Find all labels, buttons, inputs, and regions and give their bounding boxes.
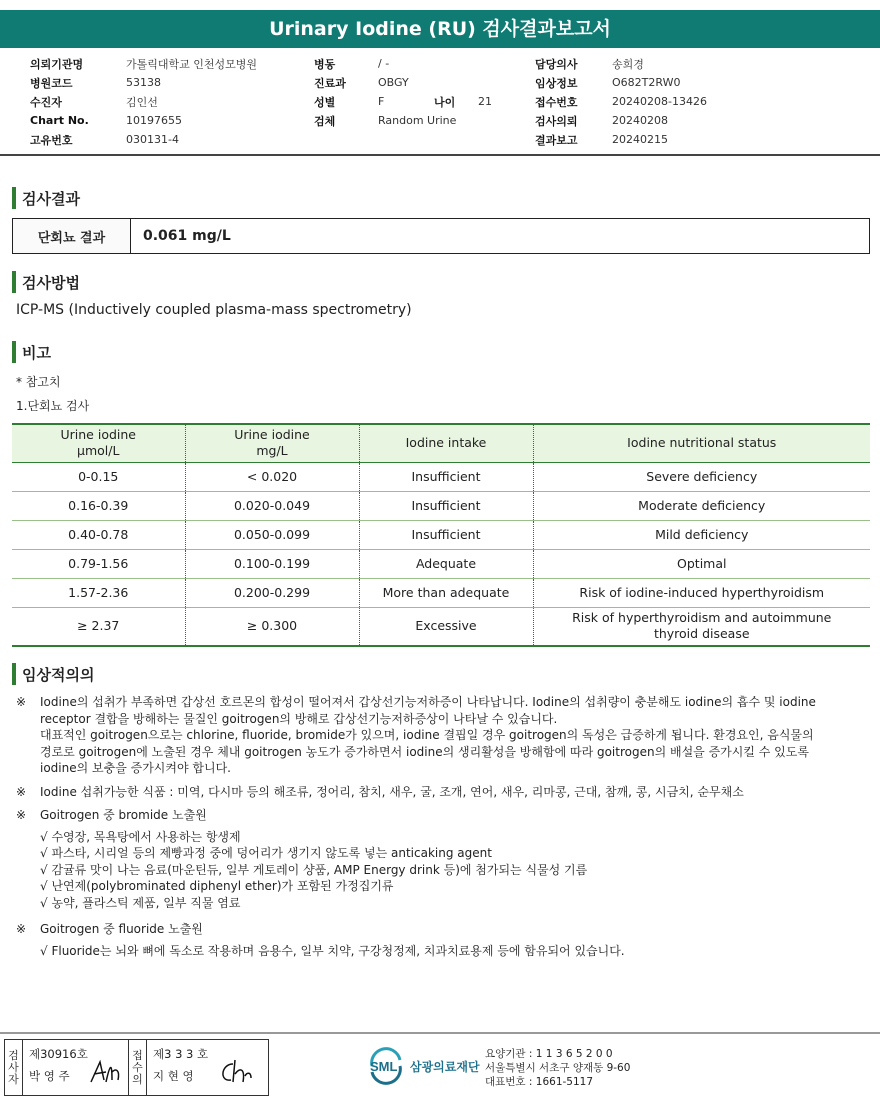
paragraph-line: Goitrogen 중 bromide 노출원 (40, 808, 207, 822)
list-item (16, 784, 846, 801)
value-clinical-info: O682T2RW0 (612, 76, 681, 89)
table-cell: Adequate (359, 549, 533, 578)
list-item (16, 921, 846, 938)
signer-name: 지 현 영 (153, 1069, 194, 1083)
label-patient: 수진자 (30, 95, 62, 109)
table-row (12, 578, 870, 607)
paragraph-line: Iodine 섭취가능한 식품 : 미역, 다시마 등의 해조류, 정어리, 참치, 새우, 굴, 조개, 연어, 새우, 리마콩, 근대, 참깨, 콩, 시금치, 순무채소 (40, 784, 744, 799)
signer-name: 박 영 주 (29, 1069, 70, 1083)
paragraph-line: iodine의 보충을 증가시켜야 합니다. (40, 761, 231, 775)
reference-mark-icon: ※ (16, 922, 27, 936)
list-item (16, 807, 846, 824)
bromide-source-list (16, 829, 846, 912)
address-line: 서울특별시 서초구 양재동 9-60 (485, 1062, 631, 1074)
table-cell: Mild deficiency (533, 520, 870, 549)
table-cell: Excessive (359, 607, 533, 646)
signature-icon (88, 1058, 122, 1086)
reference-mark-icon: ※ (16, 808, 27, 822)
table-cell: 0-0.15 (12, 462, 185, 491)
result-box (12, 218, 870, 254)
table-cell: 0.200-0.299 (185, 578, 359, 607)
value-unique-no: 030131-4 (126, 133, 179, 146)
info-row (30, 130, 850, 149)
info-row (30, 111, 850, 130)
label-chart-no: Chart No. (30, 114, 89, 127)
table-header-row (12, 424, 870, 462)
clinical-significance (16, 694, 846, 969)
table-cell: 1.57-2.36 (12, 578, 185, 607)
value-doctor: 송희경 (612, 57, 644, 71)
section-title-remark (12, 341, 51, 363)
label-report-date: 결과보고 (535, 133, 578, 147)
table-row (12, 549, 870, 578)
value-ward: / - (378, 57, 390, 70)
logo-name: 삼광의료재단 (410, 1059, 480, 1074)
section-title-text: 비고 (22, 343, 51, 362)
header-intake: Iodine intake (359, 424, 533, 462)
section-marker (12, 341, 16, 363)
header-status: Iodine nutritional status (533, 424, 870, 462)
section-title-text: 임상적의의 (22, 665, 95, 684)
label-request-date: 검사의뢰 (535, 114, 578, 128)
value-patient: 김인선 (126, 95, 158, 109)
table-row (12, 607, 870, 646)
table-cell: ≥ 0.300 (185, 607, 359, 646)
signer-receiver (147, 1040, 259, 1095)
result-label: 단회뇨 결과 (13, 219, 131, 253)
sub-item: √ 감귤류 맛이 나는 음료(마운틴듀, 일부 게토레이 샹품, AMP Energy drink 등)에 첨가되는 식물성 기름 (40, 862, 588, 877)
table-row (12, 462, 870, 491)
reference-mark-icon: ※ (16, 784, 27, 799)
table-cell: Insufficient (359, 491, 533, 520)
header-umol: Urine iodine μmol/L (12, 424, 185, 462)
table-cell: 0.40-0.78 (12, 520, 185, 549)
result-value: 0.061 mg/L (143, 228, 231, 244)
value-request-date: 20240208 (612, 114, 668, 127)
sub-item: √ 난연제(polybrominated diphenyl ether)가 포함된 가정집기류 (40, 879, 394, 893)
address-line: 대표번호 : 1661-5117 (485, 1076, 594, 1088)
value-age: 21 (478, 95, 492, 108)
reference-mark-icon: ※ (16, 695, 27, 709)
table-row (12, 520, 870, 549)
label-sex: 성별 (314, 95, 336, 109)
header-mgl: Urine iodine mg/L (185, 424, 359, 462)
table-cell: ≥ 2.37 (12, 607, 185, 646)
signer-tester (23, 1040, 129, 1095)
label-age: 나이 (434, 95, 456, 109)
info-row (30, 92, 850, 111)
list-item (16, 694, 846, 777)
label-hospital-code: 병원코드 (30, 76, 73, 90)
label-clinical-info: 임상정보 (535, 76, 578, 90)
value-department: OBGY (378, 76, 409, 89)
table-cell: 0.79-1.56 (12, 549, 185, 578)
paragraph-line: Iodine의 섭취가 부족하면 갑상선 호르몬의 합성이 떨어져서 갑상선기능저하증이 나타납니다. Iodine의 섭취량이 충분해도 iodine의 흡수 및 iodine (40, 695, 816, 709)
paragraph-line: 경로로 goitrogen에 노출된 경우 체내 goitrogen 농도가 증가하면서 iodine의 생리활성을 방해함에 따라 goitrogen의 배설을 증가시킬 수 있도록 (40, 744, 809, 759)
license-number: 제3 3 3 호 (153, 1047, 209, 1061)
patient-info (30, 54, 850, 149)
sml-logo (366, 1046, 480, 1086)
sub-item: √ 수영장, 목욕탕에서 사용하는 항생제 (40, 829, 241, 844)
reference-title: * 참고치 (16, 375, 61, 389)
info-row (30, 73, 850, 92)
table-row (12, 491, 870, 520)
sub-item: √ Fluoride는 뇌와 뼈에 독소로 작용하며 음용수, 일부 치약, 구강청정제, 치과치료용제 등에 함유되어 있습니다. (40, 943, 625, 958)
sml-logo-icon (366, 1046, 406, 1086)
section-title-text: 검사방법 (22, 273, 80, 292)
value-sex: F (378, 95, 385, 108)
table-cell: Risk of hyperthyroidism and autoimmune thyroid disease (533, 607, 870, 646)
reference-subtitle: 1.단회뇨 검사 (16, 399, 90, 413)
table-cell: 0.100-0.199 (185, 549, 359, 578)
table-cell: Insufficient (359, 520, 533, 549)
table-cell: Optimal (533, 549, 870, 578)
institution-address (485, 1047, 630, 1089)
table-cell: < 0.020 (185, 462, 359, 491)
table-cell: Insufficient (359, 462, 533, 491)
fluoride-source-list (16, 943, 846, 960)
table-cell: Risk of iodine-induced hyperthyroidism (533, 578, 870, 607)
license-number: 제30916호 (29, 1047, 88, 1061)
sub-item: √ 파스타, 시리얼 등의 제빵과정 중에 덩어리가 생기지 않도록 넣는 anticaking agent (40, 846, 492, 860)
paragraph-line: receptor 결합을 방해하는 물질인 goitrogen의 방해로 갑상선기능저하증상이 나타날 수 있습니다. (40, 711, 558, 726)
table-cell: Severe deficiency (533, 462, 870, 491)
section-marker (12, 271, 16, 293)
method-text: ICP-MS (Inductively coupled plasma-mass spectrometry) (16, 302, 412, 318)
divider (0, 154, 880, 156)
info-row (30, 54, 850, 73)
section-title-method (12, 271, 80, 293)
section-title-clinical (12, 663, 94, 685)
paragraph-line: 대표적인 goitrogen으로는 chlorine, fluoride, bromide가 있으며, iodine 결핍일 경우 goitrogen의 독성은 급증하게 됩니다. 환경요인, 음식물의 (40, 728, 814, 742)
footer-divider (0, 1032, 880, 1034)
label-unique-no: 고유번호 (30, 133, 73, 147)
logo-letters: SML (370, 1059, 398, 1074)
section-marker (12, 187, 16, 209)
paragraph-line: Goitrogen 중 fluoride 노출원 (40, 922, 203, 936)
value-chart-no: 10197655 (126, 114, 182, 127)
value-hospital-code: 53138 (126, 76, 161, 89)
section-title-result (12, 187, 80, 209)
table-cell: 0.050-0.099 (185, 520, 359, 549)
table-cell: 0.16-0.39 (12, 491, 185, 520)
value-report-date: 20240215 (612, 133, 668, 146)
section-marker (12, 663, 16, 685)
label-receipt-no: 접수번호 (535, 95, 578, 109)
value-specimen: Random Urine (378, 114, 457, 127)
report-title: Urinary Iodine (RU) 검사결과보고서 (0, 10, 880, 48)
signature-icon (217, 1058, 253, 1086)
signer-role-label: 검 사 자 (5, 1040, 23, 1095)
value-receipt-no: 20240208-13426 (612, 95, 707, 108)
sub-item: √ 농약, 플라스틱 제품, 일부 직물 염료 (40, 895, 241, 910)
signature-box (4, 1039, 269, 1096)
value-institution: 가톨릭대학교 인천성모병원 (126, 57, 258, 71)
label-institution: 의뢰기관명 (30, 57, 84, 71)
label-specimen: 검체 (314, 114, 336, 128)
table-cell: 0.020-0.049 (185, 491, 359, 520)
section-title-text: 검사결과 (22, 189, 80, 208)
reference-table (12, 423, 870, 647)
label-doctor: 담당의사 (535, 57, 578, 71)
signer-role-label: 접 수 의 (129, 1040, 147, 1095)
table-cell: Moderate deficiency (533, 491, 870, 520)
label-ward: 병동 (314, 57, 336, 71)
label-department: 진료과 (314, 76, 346, 90)
address-line: 요양기관 : 1 1 3 6 5 2 0 0 (485, 1048, 613, 1060)
table-cell: More than adequate (359, 578, 533, 607)
